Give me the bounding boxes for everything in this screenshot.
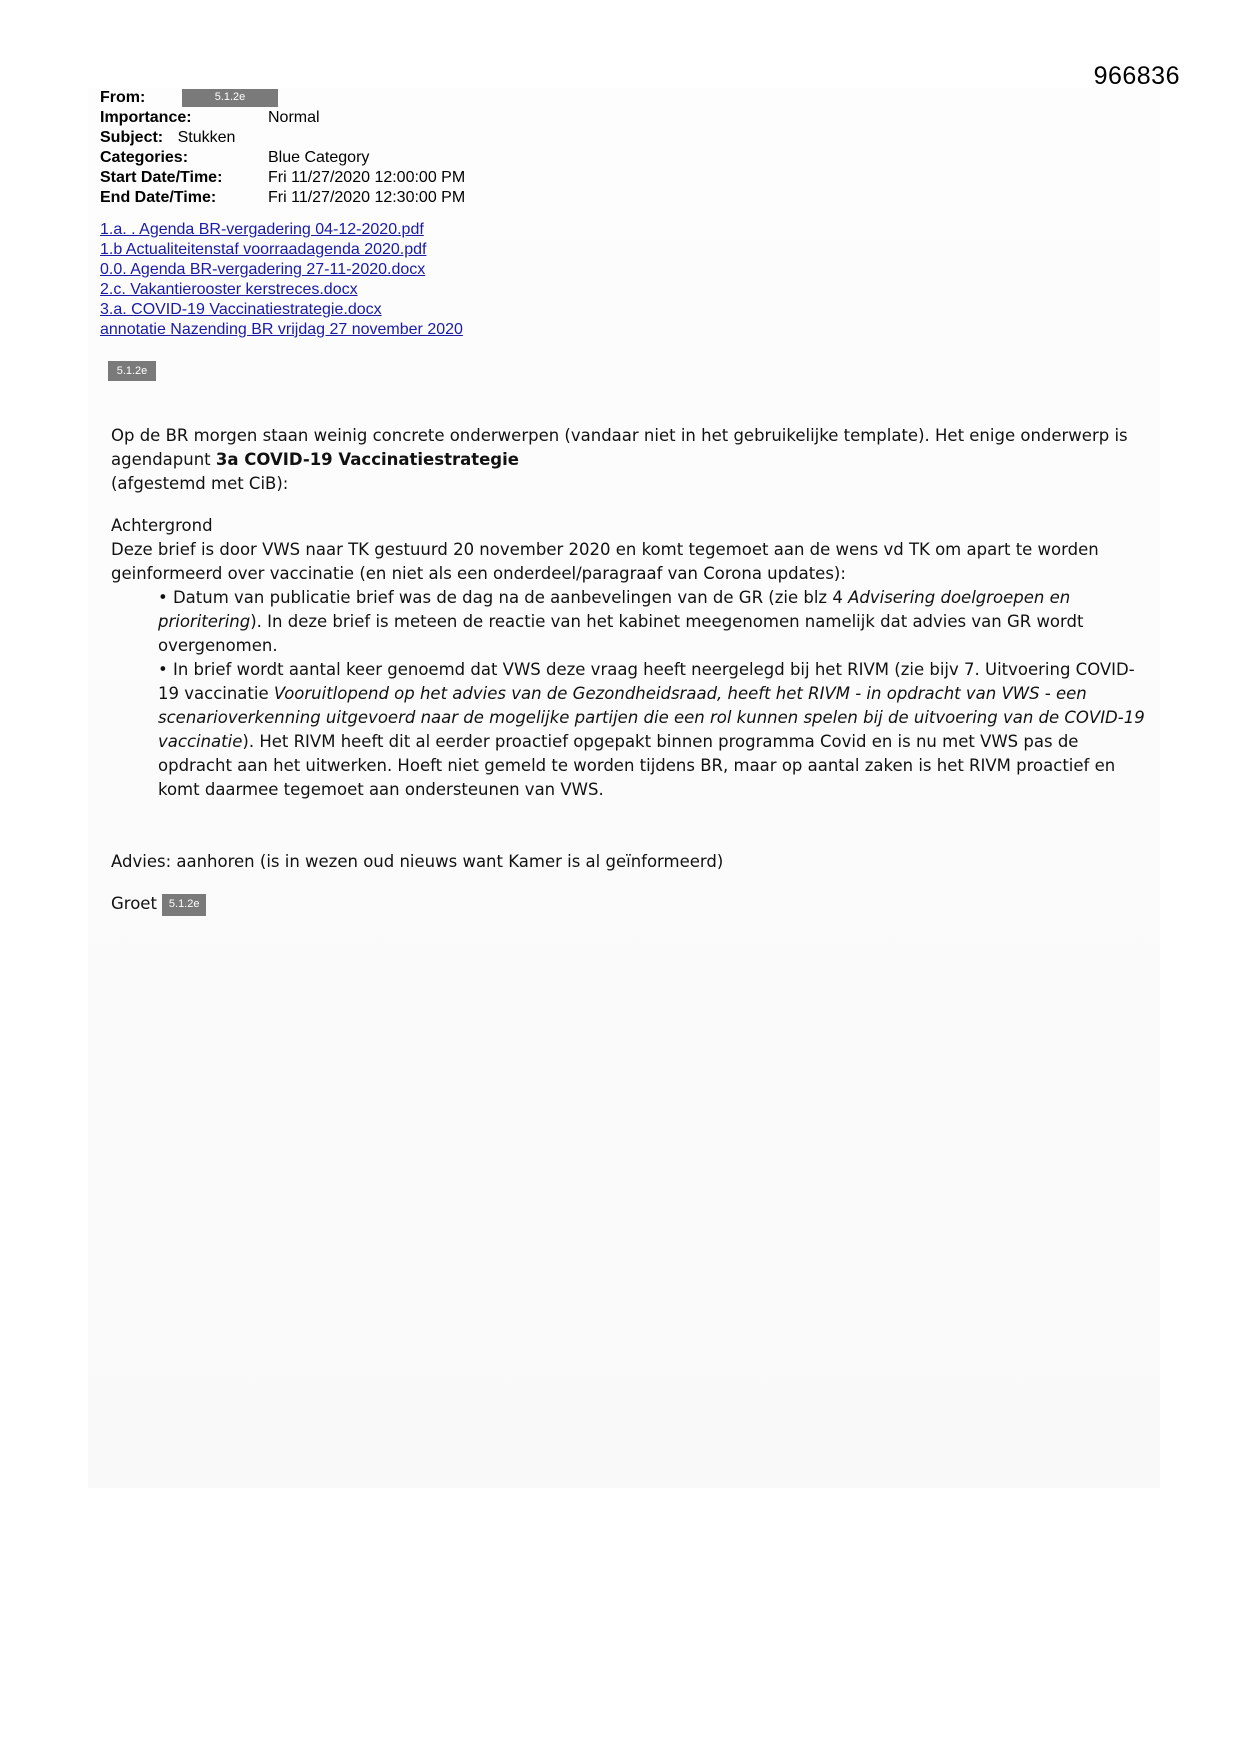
categories-value: Blue Category bbox=[268, 149, 370, 166]
bullet-item bbox=[111, 658, 1151, 802]
from-redaction: 5.1.2e bbox=[182, 89, 278, 107]
bullet-item bbox=[111, 586, 1151, 658]
importance-row bbox=[100, 108, 320, 128]
subject-row bbox=[100, 128, 235, 148]
subject-label: Subject: bbox=[100, 129, 164, 146]
categories-label: Categories: bbox=[100, 149, 189, 166]
intro-note: (afgestemd met CiB): bbox=[111, 474, 289, 493]
attachment-link[interactable]: 2.c. Vakantierooster kerstreces.docx bbox=[100, 281, 358, 298]
salutation-redaction: 5.1.2e bbox=[108, 361, 156, 381]
attachment-link[interactable]: 0.0. Agenda BR-vergadering 27-11-2020.docx bbox=[100, 261, 426, 278]
attachment-link[interactable]: annotatie Nazending BR vrijdag 27 november 2020 bbox=[100, 321, 463, 338]
bullet-text: • In brief wordt aantal keer genoemd dat VWS deze vraag heeft neergelegd bij het RIVM (zie bijv 7. Uitvoering COVID-19 vaccinatie bbox=[158, 660, 1135, 703]
subject-value: Stukken bbox=[177, 129, 236, 146]
bullet-text: ). Het RIVM heeft dit al eerder proactief opgepakt binnen programma Covid en is nu met VWS pas de opdracht aan het uitwerken. Hoeft niet gemeld te worden tijdens BR, maar op aantal zaken is het RIVM proactief en komt daarmee tegemoet aan ondersteunen van VWS. bbox=[158, 732, 1116, 799]
attachment-link[interactable]: 1.a. . Agenda BR-vergadering 04-12-2020.pdf bbox=[100, 221, 424, 238]
end-label: End Date/Time: bbox=[100, 189, 217, 206]
background-heading: Achtergrond bbox=[111, 516, 213, 535]
greeting-line bbox=[111, 892, 1151, 916]
message-body bbox=[111, 424, 1151, 916]
importance-label: Importance: bbox=[100, 109, 192, 126]
from-label: From: bbox=[100, 89, 146, 106]
start-value: Fri 11/27/2020 12:00:00 PM bbox=[268, 169, 466, 186]
importance-value: Normal bbox=[268, 109, 320, 126]
bullet-italic: Vooruitlopend op het advies van de Gezondheidsraad, heeft het RIVM - in opdracht van VWS - een scenarioverkenning uitgevoerd naar de mogelijke partijen die een rol kunnen spelen bij de uitvoering van de COVID-19 vaccinatie bbox=[158, 684, 1145, 751]
end-row bbox=[100, 188, 466, 208]
bullet-text: ). In deze brief is meteen de reactie van het kabinet meegenomen namelijk dat advies van GR wordt overgenomen. bbox=[158, 612, 1084, 655]
intro-paragraph bbox=[111, 424, 1151, 496]
attachment-link[interactable]: 1.b Actualiteitenstaf voorraadagenda 2020.pdf bbox=[100, 241, 427, 258]
greeting-text: Groet bbox=[111, 894, 157, 913]
bullet-text: • Datum van publicatie brief was de dag na de aanbevelingen van de GR (zie blz 4 bbox=[158, 588, 849, 607]
categories-row bbox=[100, 148, 370, 168]
intro-text: Op de BR morgen staan weinig concrete onderwerpen (vandaar niet in het gebruikelijke template). Het enige onderwerp is agendapunt bbox=[111, 426, 1128, 469]
signature-redaction: 5.1.2e bbox=[162, 894, 206, 916]
from-row bbox=[100, 88, 246, 108]
advice-text: Advies: aanhoren (is in wezen oud nieuws want Kamer is al geïnformeerd) bbox=[111, 852, 724, 871]
background-text: Deze brief is door VWS naar TK gestuurd 20 november 2020 en komt tegemoet aan de wens vd TK om apart te worden geinformeerd over vaccinatie (en niet als een onderdeel/paragraaf van Corona updates): bbox=[111, 540, 1099, 583]
start-label: Start Date/Time: bbox=[100, 169, 223, 186]
agenda-item: 3a COVID-19 Vaccinatiestrategie bbox=[215, 450, 519, 469]
start-row bbox=[100, 168, 466, 188]
end-value: Fri 11/27/2020 12:30:00 PM bbox=[268, 189, 466, 206]
bullet-italic: Advisering doelgroepen en prioritering bbox=[158, 588, 1071, 631]
document-id: 966836 bbox=[1093, 62, 1180, 90]
attachment-list bbox=[100, 220, 463, 340]
attachment-link[interactable]: 3.a. COVID-19 Vaccinatiestrategie.docx bbox=[100, 301, 382, 318]
